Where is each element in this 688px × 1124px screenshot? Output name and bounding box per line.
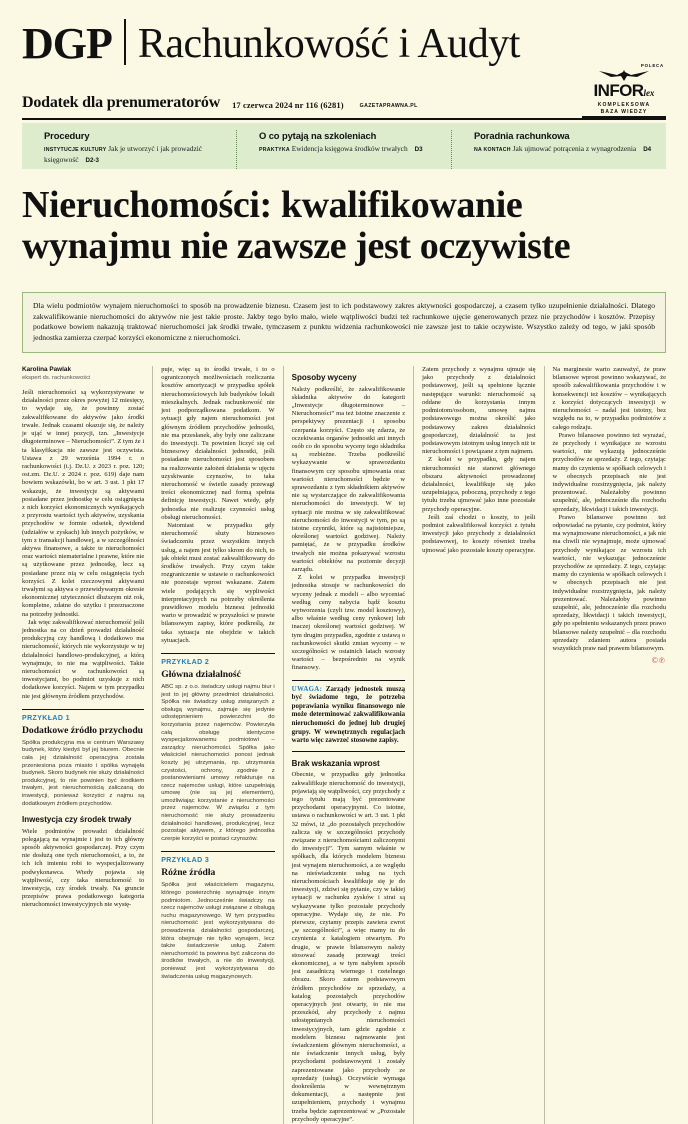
example-body: Spółka produkcyjna ma w centrum Warszawy budynek, który kiedyś był jej biurem. Obecnie cała jej działalność operacyjna została przeniesiona poza miasto i spółka wynajęła budynek. Skoro budynek nie służy działalności produkcyjnej, to nie powinien być środkiem trwałym, jest nieruchomością zaliczaną do inwestycji, ponieważ korzyści z najmu są dodatkowym źródłem przychodów. <box>22 739 145 807</box>
infor-promo-logo <box>582 63 666 118</box>
masthead-rule <box>22 118 666 120</box>
masthead-subrow <box>22 63 666 115</box>
example-body: Spółka jest właścicielem magazynu, którego powierzchnię wynajmuje innym podmiotom. Jednocześnie świadczy na rzecz najemców usługi związane z obsługą ruchu magazynowego. W tym przypadku nieruchomość jest wykorzystywana do prowadzenia działalności gospodarczej, która obejmuje nie tylko wynajem, lecz także świadczenie usług. Zatem nieruchomość ta powinna być zaliczona do środków trwałych, a nie do inwestycji, ponieważ jest wykorzystywana do świadczenia usług magazynowych. <box>161 882 275 980</box>
column-2-body <box>161 366 274 645</box>
nav-kicker: INSTYTUCJE KULTURY <box>44 146 107 153</box>
paragraph: Wiele podmiotów prowadzi działalność polegającą na wynajmie i jest to ich główny sposób aktywności gospodarczej. Przy czym nie dosłużą one tych nieruchomości, a to, że ich ich imieniu robi to wyspecjalizowany podwykonawca. Wtedy pojawia się wątpliwość, czy taka nieruchomość to inwestycja, czy środek trwały. Na gruncie przepisów prawa podatkowego kategoria nieruchomości inwestycyjnych nie wystę- <box>22 827 145 909</box>
uwaga-text <box>292 686 405 746</box>
paragraph: Z kolei w przypadku inwestycji jednostka stosuje w rachunkowości do wyceny jednak z modeli – albo wyceniać według ceny nabycia bądź kosztu wytworzenia (czyli tzw. model kosztowy), albo właśnie według ceny rynkowej lub inaczej określonej wartości godziwej. W tym drugim przypadku, zgodnie z ustawą o rachunkowości skutki zmian wyceny – w szczególności w ostatnich latach wzrosty wartości – bezpośrednio na wynik finansowy. <box>291 574 406 672</box>
paragraph: puje, więc są to środki trwałe, i to o ograniczonych możliwościach rozliczania kosztów amortyzacji w przypadku spółek nieruchomościowych lub budynków lokali mieszkalnych. Jednak rachunkowość nie jest podporządkowana podatkom. W sytuacji gdy najem nieruchomości jest głównym źródłem przychodów jednostki, nie ma przesłanek, aby były one zaliczane do inwestycji. Tu powinien liczyć się cel biznesowy działalności jednostki, jeśli posiadanie nieruchomości jest sposobem na realizowanie założeń działania w ujęciu uzyskiwanie czynszów, to taka nieruchomość w świetle zasady przewagi treści ekonomicznej nad formą spełnia definicję inwestycji. Nawet wtedy, gdy jednostka nie realizuje czynności usług obsługi nieruchomości. <box>161 366 275 521</box>
headline-line-2: wynajmu nie zawsze jest oczywiste <box>22 225 571 267</box>
paragraph: Jeśli nieruchomości są wykorzystywane w działalności przez okres powyżej 12 miesięcy, to wydaje się, że powinny zostać zakwalifikowane do aktywów jako środki trwałe. Jednak czasami okazuje się, że należy je ująć w innej pozycji, tzn. „Inwestycje długoterminowe – Nieruchomości”. Z tym że i ta klasyfikacja nie zawsze jest oczywista. Ustawa z 29 września 1994 r. o rachunkowości (t.j. Dz.U. z 2023 r. poz. 120; ost.zm. Dz.U. z 2024 r. poz. 619) daje nam bowiem wskazówki, bo w art. 3 ust. 1 pkt 17 wskazuje, że inwestycje są aktywami posiadane przez jednostkę w celu osiągnięcia z nich korzyści ekonomicznych wynikających z przyrostu wartości tych aktywów, uzyskania przychodów w formie odsetek, dywidend (udziałów w zyskach) lub innych pożytków, w tym z transakcji handlowej, a w szczególności aktywa finansowe, a także te nieruchomości oraz wartości niematerialne i prawne, które nie są użytkowane przez jednostkę, lecz są posiadane przez nią w celu osiągnięcia tych korzyści. Z kolei rzeczowymi aktywami trwałymi są aktywa o przewidywanym okresie ekonomicznej użyteczności dłuższym niż rok, kompletne, zdatne do użytku i przeznaczone na potrzeby jednostki. <box>22 389 145 618</box>
infor-underline <box>582 116 666 118</box>
nav-page-ref[interactable]: D4 <box>643 145 652 153</box>
masthead-divider <box>124 19 126 65</box>
example-box-2 <box>161 653 274 843</box>
column-3-body-2 <box>292 771 405 1124</box>
nav-page-ref[interactable]: D2-3 <box>85 156 99 164</box>
example-box-1 <box>22 709 144 808</box>
nav-desc <box>44 144 226 165</box>
nav-title: Poradnia rachunkowa <box>474 130 570 141</box>
poleca-label: POLECA <box>640 63 664 68</box>
nav-item-szkolenia[interactable] <box>236 130 451 169</box>
supplement-title: Rachunkowość i Audyt <box>137 21 520 67</box>
example-label: PRZYKŁAD 3 <box>161 857 210 865</box>
uwaga-note-box <box>292 680 405 752</box>
end-mark: ©℗ <box>651 656 666 666</box>
column-5-body <box>553 366 666 653</box>
example-title: Główna działalność <box>161 668 241 680</box>
infor-tagline-1: KOMPLEKSOWA <box>597 102 651 108</box>
paragraph: Z kolei w przypadku, gdy najem nieruchomości nie stanowi głównego obszaru aktywności prowadzonej działalności, kwalifikuje się jako uzupełniająca, poboczną, przychody z tego tytułu trzeba ujmować jako inne pozostałe przychody operacyjne. <box>422 456 536 513</box>
supplement-label: Dodatek dla prenumeratorów <box>22 94 221 111</box>
paragraph: Natomiast w przypadku gdy nieruchomość służy biznesowo świadczeniu przez wszystkim innych usług, a najem jest tylko skrom do nich, to jak obiekt musi zostać zakwalifikowany do środków trwałych. Przy czym takie rozgraniczenie w ustawie o rachunkowości nie pozostaje wprost wskazane. Zatem wiele podających się wypliwości interpretacyjnych na potrzeby określenia prawidłowo modelu biznesu jednostki warto w prowadzić w przyszłości w prawie bilansowym zapisy, które podkreślą, że taka sytuacja nie obejdzie w takich sytuacjach. <box>161 521 275 644</box>
nav-desc <box>259 144 441 155</box>
nav-page-ref[interactable]: D3 <box>414 145 423 153</box>
nav-kicker: PRAKTYKA <box>259 146 290 153</box>
article-column-3 <box>283 366 405 1124</box>
article-column-2 <box>152 366 274 1124</box>
headline-line-1: Nieruchomości: kwalifikowanie <box>22 184 523 226</box>
example-body: ABC sp. z o.o. świadczy usługi najmu biur i jest to jej główny przedmiot działalności. Spółka nie świadczy usług związanych z obsługą wynajmu, zajmuje się jedynie udostępnieniem powierzchni do korzystania przez najemców. Powierzyła całą obsługę identyczne wyspecjalizowanemu podmiotowi – zarządcy nieruchomości. Spółka jako właściciel nieruchomości ponosi jednak koszty jej utrzymania, np. utrzymania czystości, ochrony, zgodnie z postanowieniami umowy refakturuje na rzecz najemców usługi, które uzupełniają umowę (nie są jej elementem), umożliwiając korzystanie z nieruchomości przez najemców. W związku z tym nieruchomość nie służy prowadzeniu działalności handlowej, produkcyjnej, lecz pozostaje aktywem, z którego jednostka czerpie korzyści w postaci czynszów. <box>161 683 275 842</box>
article-columns <box>22 366 666 1124</box>
nav-desc <box>474 144 656 155</box>
paragraph: Na marginesie warto zauważyć, że praw bilansowe wprost powinno wskazywać, że sposób zakwalifikowania przychodów i w konsekwencji też kosztów – wynikających z korzyści dotyczących inwestycji w nieruchomości – nadal jest istotny, bez względu na to, w przypadku podmiotów z całego rodzaju. <box>552 366 666 431</box>
article-column-1 <box>22 366 144 1124</box>
masthead <box>22 0 666 66</box>
column-1-body-2 <box>22 828 144 910</box>
subhead-inwestycja: Inwestycja czy środek trwały <box>22 815 132 825</box>
infor-tagline-2: BAZA WIEDZY <box>600 108 648 115</box>
uwaga-body: Zarządy jednostek muszą być świadome tego, że potrzeba poprawiania wyniku finansowego nie może determinować zakwalifikowania nieruchomości do jednej lub drugiej grupy. W wewnętrznych regulacjach warto więc zawrzeć stosowne zapisy. <box>291 685 406 745</box>
column-1-body <box>22 389 144 701</box>
uwaga-label: UWAGA: <box>291 685 323 693</box>
article-deck-box <box>22 292 666 353</box>
column-4-body <box>422 366 535 555</box>
article-column-4 <box>413 366 535 1124</box>
subhead-brak-wskazania: Brak wskazania wprost <box>291 758 380 768</box>
nav-text: Ewidencja księgowa środków trwałych <box>291 143 408 153</box>
paragraph: Zatem przychody z wynajmu ujmuje się jako przychody z działalności podstawowej, jeśli są spełnione łącznie następujące warunki: nieruchomość są oddane do korzystania innym podmiotom/osobom, umowę najmu podstawowego można określić jako podstawowy zakres działalności gospodarczej, działalność ta jest podstawowym istotnym usług innych niż te nieruchomości i powiązane z tym najmem. <box>422 366 536 456</box>
nav-text: Jak ujmować potrącenia z wynagrodzenia <box>512 143 637 153</box>
example-label: PRZYKŁAD 2 <box>161 658 210 666</box>
article-column-5 <box>544 366 666 1124</box>
example-label: PRZYKŁAD 1 <box>22 714 70 722</box>
paragraph: Obecnie, w przypadku gdy jednostka zakwalifikuje nieruchomość do inwestycji, pojawiają się wątpliwości, czy przychody z tego tytułu mają być prezentowane przychodami operacyjnymi. Co istotne, ustawa o rachunkowości w art. 3 ust. 1 pkt 32 mówi, iż „do pozostałych przychodów zalicza się w szczególności przychody związane z nieruchomościami zaliczonymi do inwestycji”. Tym samym właśnie w spółkach, dla których modelem biznesu jest wynajem nieruchomości, a ze względu na nieświadczenie usług na tych nieruchomościach kwalifikuje się je do inwestycji, zdziwi się pytanie, czy w takiej sytuacji w rachunku zysków i strat są wykazywane tylko pozostałe przychody operacyjne. Wydaje się, że nie. Po pierwsze, czytamy przepis zawiera zwrot „w szczególności”, a więc mamy tu do czynienia z katalogiem otwartym. Po drugie, w prawie bilansowym należy stosować zasadę przewagi treści ekonomicznej, a w tym nabyłem sposób jest zasadniczą wiernego i rzetelnego obrazu. Skoro zatem podstawowym źródłem przychodów ze sprzedaży, a katalog pozostałych przychodów operacyjnych jest otwarty, to nie ma przeszkód, aby przychody z najmu udostępnianych nieruchomości inwestycyjnych, tam gdzie zgodnie z modelem biznesu najmowanie jest świadczeniem głównym nieruchomości, a nie świadczenie innych usług, były przychodami podstawowymi i zostały zaprezentowane jako przychody ze sprzedaży (usług). Oczywiście wymaga dookreślenia w wewnętrznym dokumentacji, a następnie jest uzupełnieniem, przychody i wynajmu trzeba będzie zaprezentować w „Pozostałe przychody operacyjne”. <box>291 771 406 1123</box>
paragraph: Jeśli zaś chodzi o koszty, to jeśli podmiot zakwalifikował korzyści z tytułu inwestycji jako przychody z działalności podstawowej, to koszty również trzeba ujmować jako pozostałe koszty operacyjne. <box>422 513 536 554</box>
nav-title: Procedury <box>44 130 90 141</box>
author-role: ekspert ds. rachunkowości <box>22 375 91 382</box>
subhead-sposoby-wyceny: Sposoby wyceny <box>291 373 357 383</box>
paragraph: Prawo bilansowe powinno też odpowiadać na pytanie, czy podmiot, który ma wynajmowane nieruchomości, a jak nie ma chwili nie wynajmuje, może ujmować przychody wynikające ze wzrostu ich wartości, nie wykazując jednocześnie przychodów ze sprzedaży. Z tego, czytając mamy do czynienia w spółkach celowych i w obecnych przepisach nie jest indywidualne rozstrzygnięcia, jak należy prezentować. Należałoby powinno uzupełnić, ale, jednocześnie dla rozchodu sprzedaży, likwidacji i takich inwestycji, gdy po spełnieniu wskazanych przez prawo bilansowe należy uzupełnić – dla rozchodu sprzedaży zdaniem autora posiada wszystkich praw nad prawem bilansowym. <box>552 513 666 652</box>
article-deck-text: Dla wielu podmiotów wynajem nieruchomości to sposób na prowadzenie biznesu. Czasem jest to ich podstawowy zakres aktywności gospodarczej, a czasem tylko uzupełnienie działalności. Dlatego zakwalifikowanie nieruchomości do aktywów nie jest takie proste. Jakby tego było mało, wiele wątpliwości budzi też rachunkowe ujęcie generowanych przez nie przychodów i kosztów. Przepisy podatkowe bowiem nakazują traktować nieruchomości jak środki trwałe, tymczasem z punktu widzenia rachunkowości nie zawsze jest to takie oczywiste. Wszystko zależy od tego, w jaki sposób jednostka zamierza czerpać korzyści ekonomiczne z nieruchomości. <box>33 301 655 342</box>
paragraph: Należy podkreślić, że zakwalifikowanie składnika aktywów do kategorii „Inwestycje długoterminowe – Nieruchomości” ma też istotne znaczenie z perspektywy prezentacji i sposobu czerpania korzyści. Często się zdarza, że oczekiwania organów jednostki ani innych osób co do sposobu wyceny tego składnika są rozbieżne. Trzeba podkreślić wykazywanie w sprawozdaniu finansowym czy sposobu ujmowania oraz wartości nieruchomości będzie w sprawozdaniu z tym składnikiem aktywów nie są wystarczające do zakwalifikowania nieruchomości do inwestycji. W tej sytuacji nie można w się zakwalifikować nieruchomości do inwestycji w tym, po są istotne czynniki, które są najistotniejsze, określonej wartości godziwej. Należy pamiętać, że w przypadku środków trwałych nie można pokazywać wzrostu wartości obiektów na poziomie decyzji zarządu. <box>291 385 406 574</box>
example-title: Różne źródła <box>161 867 216 879</box>
issue-line: 17 czerwca 2024 nr 116 (6281) <box>232 100 344 110</box>
author-name: Karolina Pawlak <box>22 366 72 374</box>
nav-item-procedury[interactable] <box>22 130 236 169</box>
article-headline <box>22 185 666 267</box>
nav-kicker: NA KONTACH <box>474 146 511 153</box>
nav-title: O co pytają na szkoleniach <box>259 130 377 141</box>
infor-wordmark: INFORlex <box>593 81 655 100</box>
nav-text: Jak je utworzyć i jak prowadzić księgowość <box>44 143 203 164</box>
website-url: GAZETAPRAWNA.PL <box>359 103 418 109</box>
column-3-body <box>292 386 405 673</box>
example-title: Dodatkowe źródło przychodu <box>22 724 143 736</box>
example-box-3 <box>161 851 274 981</box>
nav-item-poradnia[interactable] <box>451 130 666 169</box>
paragraph: Prawo bilansowe powinno też wyrażać, że przychody i wynikające ze wzrostu wartości, nie wykazują jednocześnie przychodów ze sprzedaży. Z tego, czytając mamy do czynienia w spółkach celowych i w obecnych przepisach nie jest indywidualne rozstrzygnięcia, jak należy prezentować. Należałoby powinno uzupełnić, ale, jednocześnie dla rozchodu sprzedaży, likwidacji i takich inwestycji. <box>552 431 666 513</box>
paragraph: Jak więc zakwalifikować nieruchomość jeśli jednostka na co dzień prowadzi działalność produkcyjną czy handlową i dodatkowo ma nieruchomość, których nie wykorzystuje w tej działalności handlowo-produkcyjnej, a którą wynajmuje, to nie ma wątpliwości. Takie nieruchomości w rachunkowości są inwestycjami, bo podmiot uzyskuje z nich dodatkowe korzyści. Najem w tym przypadku nie jest głównym źródłem przychodów. <box>22 618 145 700</box>
section-nav-strip <box>22 123 666 169</box>
dgp-logo: DGP <box>22 19 112 68</box>
